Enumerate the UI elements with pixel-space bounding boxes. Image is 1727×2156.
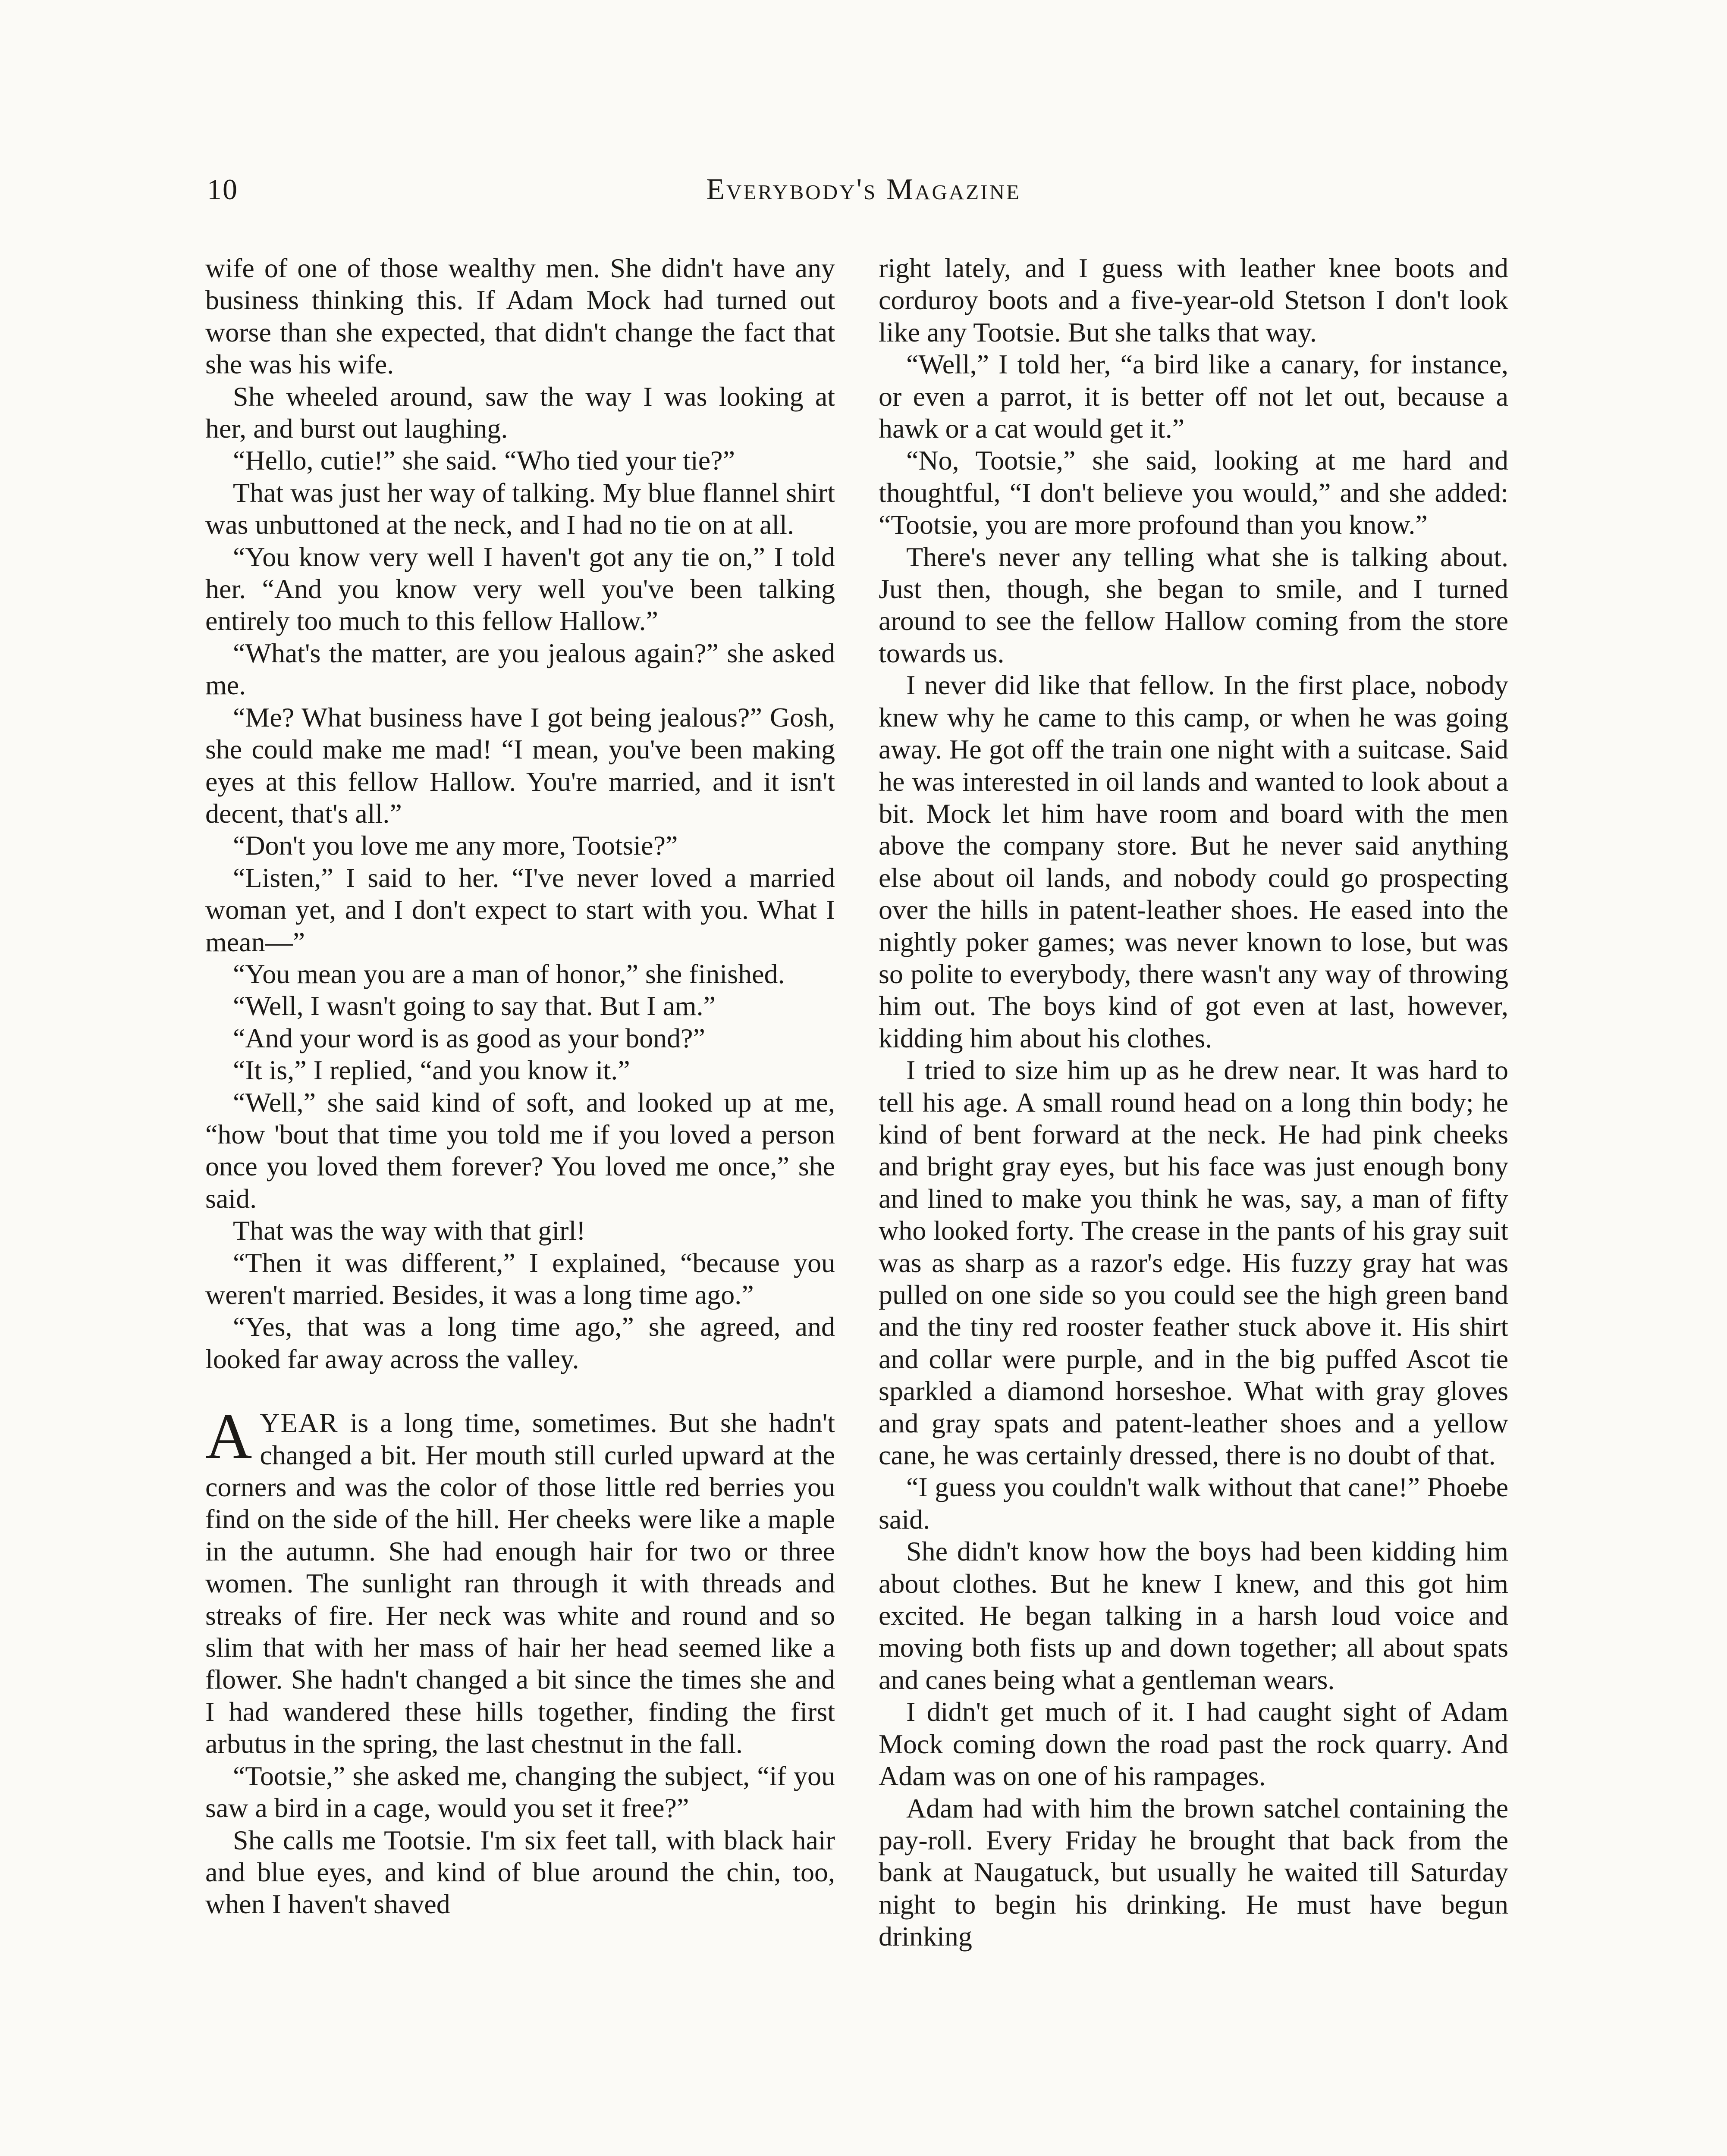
paragraph: “Well,” I told her, “a bird like a canary, for instance, or even a parrot, it is better off not let out, because a hawk or a cat would get it.” — [879, 349, 1508, 444]
section-lead-word: YEAR — [260, 1407, 339, 1438]
section-opening-text: is a long time, sometimes. But she hadn't changed a bit. Her mouth still curled upward at the corners and was the color of those little red berries you find on the side of the hill. Her cheeks were like a maple in the autumn. She had enough hair for two or three women. The sunlight ran through it with threads and streaks of fire. Her neck was white and round and so slim that with her mass of hair her head seemed like a flower. She hadn't changed a bit since the times she and I had wandered these hills together, finding the first arbutus in the spring, the last chestnut in the fall. — [205, 1407, 835, 1759]
page-number: 10 — [207, 173, 238, 206]
paragraph: She calls me Tootsie. I'm six feet tall, with black hair and blue eyes, and kind of blue around the chin, too, when I haven't shaved — [205, 1824, 835, 1920]
section-opening-paragraph — [205, 1401, 835, 1760]
paragraph: right lately, and I guess with leather knee boots and corduroy boots and a five-year-old Stetson I don't look like any Tootsie. But she talks that way. — [879, 253, 1508, 348]
paragraph: Adam had with him the brown satchel containing the pay-roll. Every Friday he brought that back from the bank at Naugatuck, but usually he waited till Saturday night to begin his drinking. He must have begun drinking — [879, 1792, 1508, 1952]
paragraph: “It is,” I replied, “and you know it.” — [233, 1055, 630, 1086]
paragraph: “Well, I wasn't going to say that. But I am.” — [233, 990, 716, 1022]
paragraph: “No, Tootsie,” she said, looking at me hard and thoughtful, “I don't believe you would,” and she added: “Tootsie, you are more profound than you know.” — [879, 445, 1508, 540]
paragraph: “What's the matter, are you jealous again?” she asked me. — [205, 637, 835, 701]
paragraph: “And your word is as good as your bond?” — [233, 1022, 705, 1053]
paragraph: “You know very well I haven't got any tie on,” I told her. “And you know very well you've been talking entirely too much to this fellow Hallow.” — [205, 541, 835, 636]
paragraph: There's never any telling what she is talking about. Just then, though, she began to smile, and I turned around to see the fellow Hallow coming from the store towards us. — [879, 541, 1508, 668]
paragraph: She didn't know how the boys had been kidding him about clothes. But he knew I knew, and this got him excited. He began talking in a harsh loud voice and moving both fists up and down together; all about spats and canes being what a gentleman wears. — [879, 1536, 1508, 1695]
left-column — [205, 252, 835, 1921]
paragraph: “Well,” she said kind of soft, and looked up at me, “how 'bout that time you told me if you loved a person once you loved them forever? You loved me once,” she said. — [205, 1087, 835, 1214]
paragraph: “You mean you are a man of honor,” she finished. — [233, 958, 785, 989]
paragraph: That was just her way of talking. My blue flannel shirt was unbuttoned at the neck, and I had no tie on at all. — [205, 477, 835, 540]
page-header — [0, 172, 1727, 220]
right-column — [879, 252, 1508, 1953]
paragraph: I never did like that fellow. In the first place, nobody knew why he came to this camp, or when he was going away. He got off the train one night with a suitcase. Said he was interested in oil lands and wanted to look about a bit. Mock let him have room and board with the men above the company store. But he never said anything else about oil lands, and nobody could go prospecting over the hills in patent-leather shoes. He eased into the nightly poker games; was never known to lose, but was so polite to everybody, there wasn't any way of throwing him out. The boys kind of got even at last, however, kidding him about his clothes. — [879, 670, 1508, 1053]
paragraph: “Tootsie,” she asked me, changing the subject, “if you saw a bird in a cage, would you set it free?” — [205, 1760, 835, 1824]
paragraph: wife of one of those wealthy men. She didn't have any business thinking this. If Adam Mock had turned out worse than she expected, that didn't change the fact that she was his wife. — [205, 253, 835, 380]
paragraph: “I guess you couldn't walk without that cane!” Phoebe said. — [879, 1472, 1508, 1535]
running-title: Everybody's Magazine — [706, 173, 1021, 206]
paragraph: She wheeled around, saw the way I was looking at her, and burst out laughing. — [205, 381, 835, 444]
paragraph: “Then it was different,” I explained, “because you weren't married. Besides, it was a long time ago.” — [205, 1247, 835, 1310]
paragraph: “Listen,” I said to her. “I've never loved a married woman yet, and I don't expect to start with you. What I mean—” — [205, 862, 835, 957]
paragraph: “Hello, cutie!” she said. “Who tied your tie?” — [233, 445, 735, 476]
paragraph: I tried to size him up as he drew near. It was hard to tell his age. A small round head on a long thin body; he kind of bent forward at the neck. He had pink cheeks and bright gray eyes, but his face was just enough bony and lined to make you think he was, say, a man of fifty who looked forty. The crease in the pants of his gray suit was as sharp as a razor's edge. His fuzzy gray hat was pulled on one side so you could see the high green band and the tiny red rooster feather stuck above it. His shirt and collar were purple, and in the big puffed Ascot tie sparkled a diamond horseshoe. What with gray gloves and gray spats and patent-leather shoes and a yellow cane, he was certainly dressed, there is no doubt of that. — [879, 1055, 1508, 1471]
paragraph: “Me? What business have I got being jealous?” Gosh, she could make me mad! “I mean, you've been making eyes at this fellow Hallow. You're married, and it isn't decent, that's all.” — [205, 702, 835, 829]
paragraph: I didn't get much of it. I had caught sight of Adam Mock coming down the road past the rock quarry. And Adam was on one of his rampages. — [879, 1696, 1508, 1792]
paragraph: “Don't you love me any more, Tootsie?” — [233, 830, 678, 861]
paragraph: “Yes, that was a long time ago,” she agreed, and looked far away across the valley. — [205, 1311, 835, 1374]
drop-cap: A — [205, 1401, 252, 1473]
paragraph: That was the way with that girl! — [233, 1215, 586, 1246]
